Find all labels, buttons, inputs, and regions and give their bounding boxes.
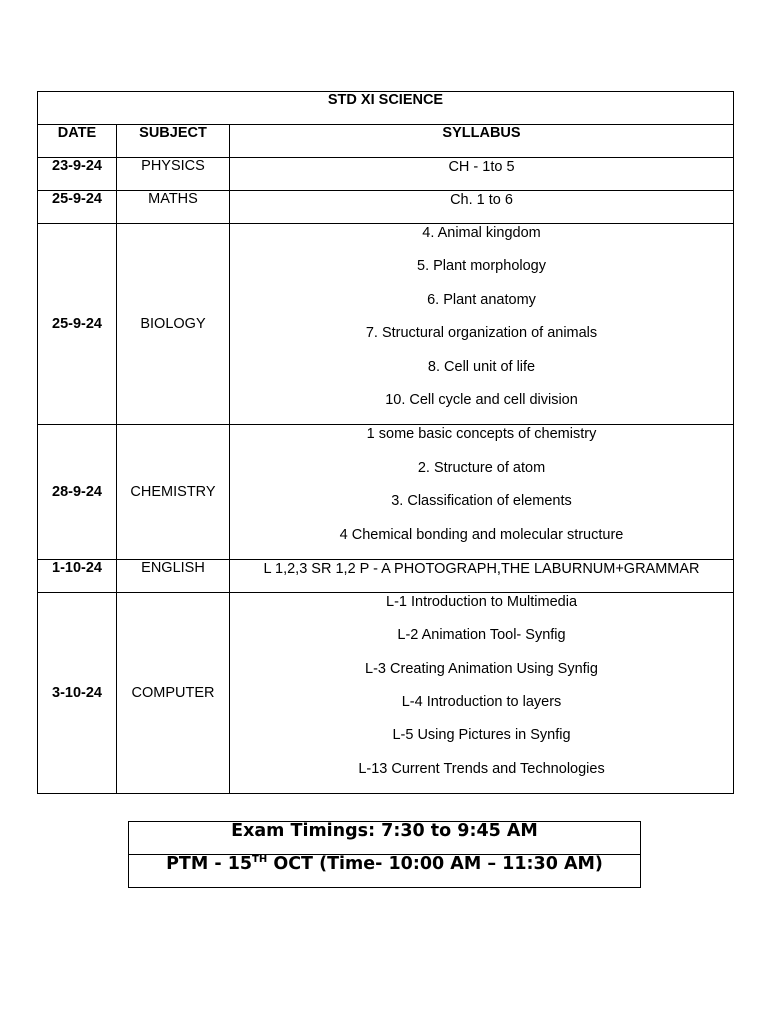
syllabus-item: 1 some basic concepts of chemistry <box>366 426 597 443</box>
syllabus-item: L-13 Current Trends and Technologies <box>358 760 605 777</box>
syllabus-item: CH - 1to 5 <box>448 159 515 175</box>
syllabus-item: L-2 Animation Tool- Synfig <box>397 627 566 644</box>
table-row <box>38 559 734 592</box>
row-syllabus <box>230 592 734 793</box>
syllabus-item: 6. Plant anatomy <box>427 291 536 308</box>
table-header-row <box>38 125 734 158</box>
exam-timings: Exam Timings: 7:30 to 9:45 AM <box>231 821 538 841</box>
syllabus-item: 8. Cell unit of life <box>427 358 536 375</box>
ptm-prefix: PTM - 15 <box>166 854 253 874</box>
header-subject-text: SUBJECT <box>139 125 207 141</box>
syllabus-item: 3. Classification of elements <box>391 493 572 510</box>
table-row <box>38 425 734 560</box>
syllabus-item: 5. Plant morphology <box>417 258 546 275</box>
row-subject: MATHS <box>117 191 230 224</box>
row-subject: ENGLISH <box>117 559 230 592</box>
header-date-text: DATE <box>57 125 97 141</box>
syllabus-item: 4 Chemical bonding and molecular structure <box>339 526 624 543</box>
row-syllabus <box>230 559 734 592</box>
table-title <box>38 92 734 125</box>
row-subject: BIOLOGY <box>117 224 230 425</box>
syllabus-table <box>37 91 734 794</box>
row-date: 25-9-24 <box>38 224 117 425</box>
table-title-row <box>38 92 734 125</box>
ptm-superscript: TH <box>252 854 268 865</box>
table-title-text: STD XI SCIENCE <box>327 92 444 108</box>
row-date: 25-9-24 <box>38 191 117 224</box>
ptm-suffix: OCT (Time- 10:00 AM – 11:30 AM) <box>267 854 603 874</box>
syllabus-item: 2. Structure of atom <box>417 459 546 476</box>
table-row <box>38 191 734 224</box>
row-date: 28-9-24 <box>38 425 117 560</box>
row-subject: PHYSICS <box>117 158 230 191</box>
header-syllabus <box>230 125 734 158</box>
info-box <box>128 821 641 888</box>
ptm-info <box>129 854 640 887</box>
header-syllabus-text: SYLLABUS <box>442 125 521 141</box>
row-date: 23-9-24 <box>38 158 117 191</box>
syllabus-item: L-3 Creating Animation Using Synfig <box>365 660 598 677</box>
row-syllabus <box>230 224 734 425</box>
syllabus-item: 4. Animal kingdom <box>422 225 541 241</box>
syllabus-item: Ch. 1 to 6 <box>450 192 513 208</box>
row-date: 3-10-24 <box>38 592 117 793</box>
row-syllabus <box>230 158 734 191</box>
syllabus-item: 7. Structural organization of animals <box>365 325 598 342</box>
row-date: 1-10-24 <box>38 559 117 592</box>
syllabus-item: L-4 Introduction to layers <box>401 694 562 711</box>
table-row <box>38 592 734 793</box>
syllabus-item: L 1,2,3 SR 1,2 P - A PHOTOGRAPH,THE LABURNUM+GRAMMAR <box>263 560 700 577</box>
syllabus-item: L-5 Using Pictures in Synfig <box>392 727 571 744</box>
header-subject <box>117 125 230 158</box>
row-subject: CHEMISTRY <box>117 425 230 560</box>
header-date <box>38 125 117 158</box>
syllabus-item: 10. Cell cycle and cell division <box>385 391 578 408</box>
syllabus-item: L-1 Introduction to Multimedia <box>386 593 578 610</box>
table-row <box>38 158 734 191</box>
table-row <box>38 224 734 425</box>
row-subject: COMPUTER <box>117 592 230 793</box>
row-syllabus <box>230 425 734 560</box>
row-syllabus <box>230 191 734 224</box>
